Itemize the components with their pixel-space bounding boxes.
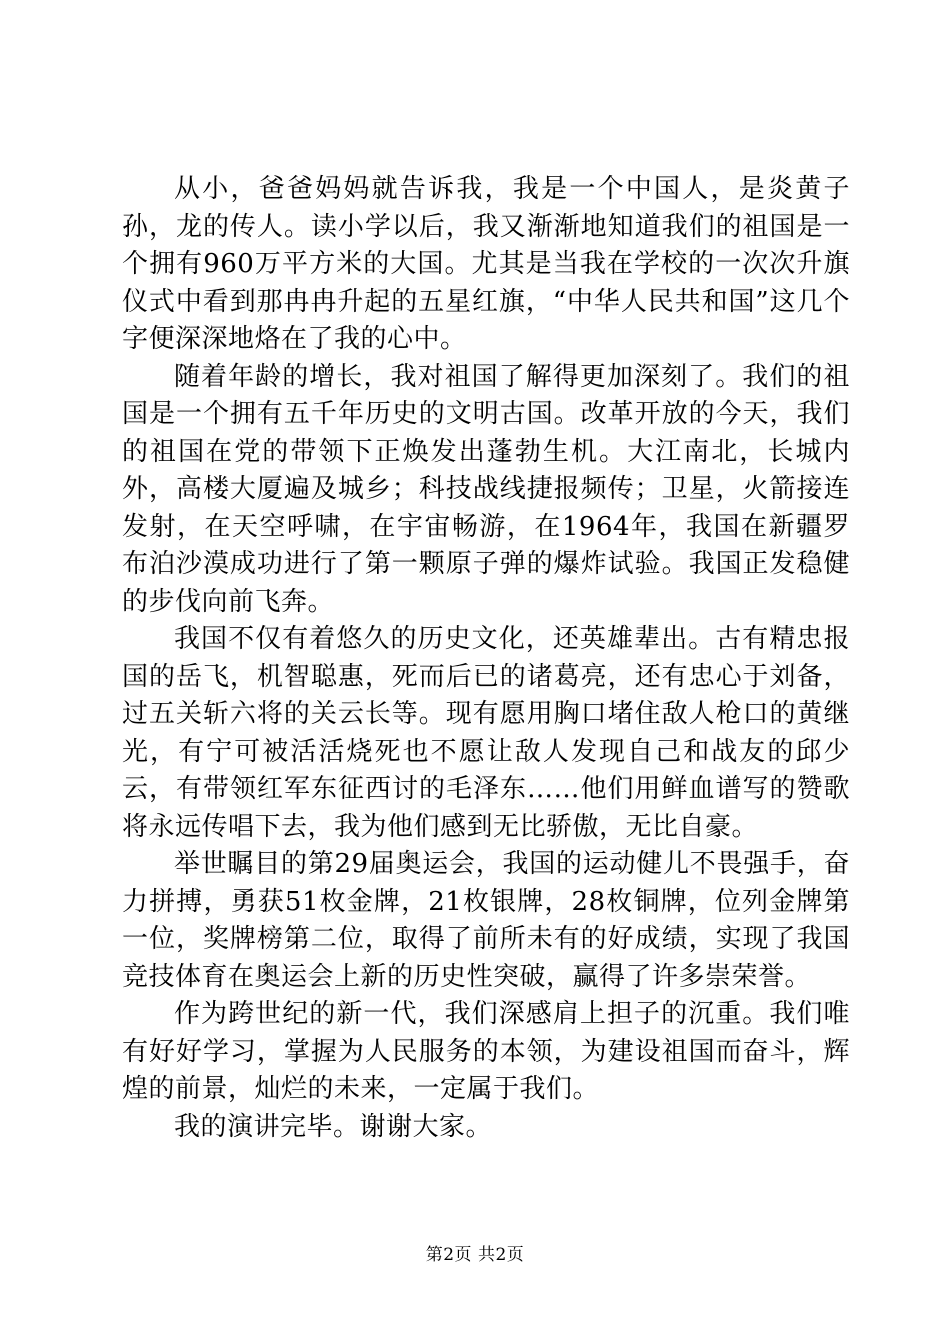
paragraph-new-generation: 作为跨世纪的新一代，我们深感肩上担子的沉重。我们唯有好好学习，掌握为人民服务的本领，为建设祖国而奋斗，辉煌的前景，灿烂的未来，一定属于我们。: [122, 999, 850, 1104]
paragraph-olympics: 举世瞩目的第29届奥运会，我国的运动健儿不畏强手，奋力拼搏，勇获51枚金牌，21枚银牌，28枚铜牌，位列金牌第一位，奖牌榜第二位，取得了前所未有的好成绩，实现了我国竞技体育在奥运会上新的历史性突破，赢得了许多崇荣誉。: [122, 849, 850, 992]
speech-body: [122, 171, 850, 1146]
paragraph-closing: 我的演讲完毕。谢谢大家。: [174, 1111, 493, 1142]
paragraph-childhood: 从小，爸爸妈妈就告诉我，我是一个中国人，是炎黄子孙，龙的传人。读小学以后，我又渐渐地知道我们的祖国是一个拥有960万平方米的大国。尤其是当我在学校的一次次升旗仪式中看到那冉冉升起的五星红旗，“中华人民共和国”这几个字便深深地烙在了我的心中。: [122, 174, 850, 354]
paragraph-heroes: 我国不仅有着悠久的历史文化，还英雄辈出。古有精忠报国的岳飞，机智聪惠，死而后已的诸葛亮，还有忠心于刘备，过五关斩六将的关云长等。现有愿用胸口堵住敌人枪口的黄继光，有宁可被活活烧死也不愿让敌人发现自己和战友的邱少云，有带领红军东征西讨的毛泽东……他们用鲜血谱写的赞歌将永远传唱下去，我为他们感到无比骄傲，无比自豪。: [122, 624, 850, 842]
paragraph-growing-up: 随着年龄的增长，我对祖国了解得更加深刻了。我们的祖国是一个拥有五千年历史的文明古国。改革开放的今天，我们的祖国在党的带领下正焕发出蓬勃生机。大江南北，长城内外，高楼大厦遍及城乡；科技战线捷报频传；卫星，火箭接连发射，在天空呼啸，在宇宙畅游，在1964年，我国在新疆罗布泊沙漠成功进行了第一颗原子弹的爆炸试验。我国正发稳健的步伐向前飞奔。: [122, 361, 850, 617]
page-number-footer: 第2页 共2页: [425, 1245, 525, 1265]
